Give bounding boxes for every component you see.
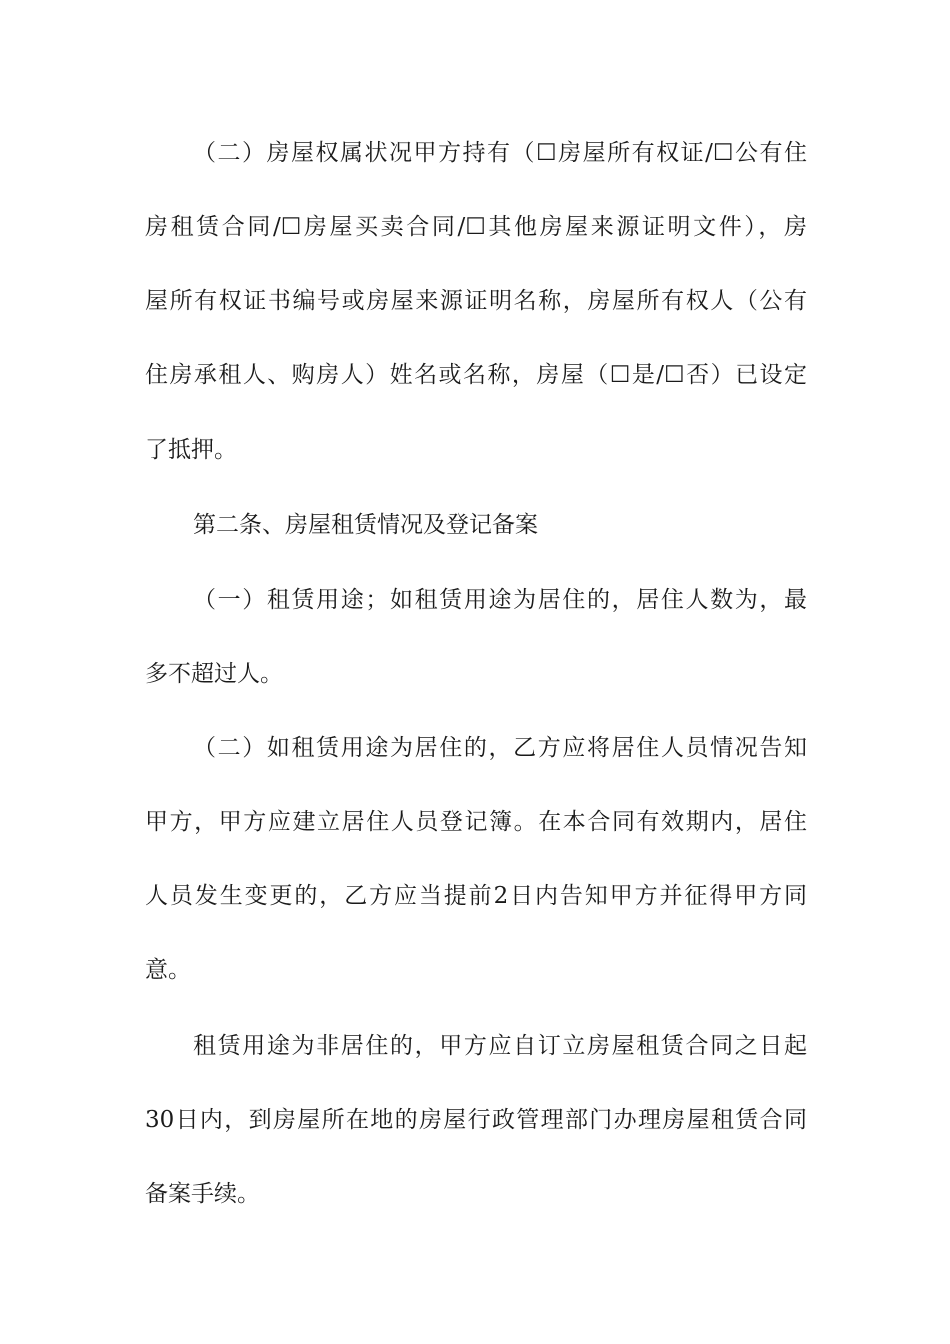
paragraph-line: 备案手续。 bbox=[145, 1181, 260, 1207]
paragraph-line: 甲方，甲方应建立居住人员登记簿。在本合同有效期内，居住 bbox=[145, 809, 807, 835]
paragraph-line: 意。 bbox=[145, 957, 191, 983]
paragraph-line: 房租赁合同/☐房屋买卖合同/☐其他房屋来源证明文件），房 bbox=[145, 214, 807, 240]
paragraph-line: 屋所有权证书编号或房屋来源证明名称，房屋所有权人（公有 bbox=[145, 288, 807, 314]
paragraph-line: 人员发生变更的，乙方应当提前2日内告知甲方并征得甲方同 bbox=[145, 883, 807, 909]
paragraph-line: 30日内，到房屋所在地的房屋行政管理部门办理房屋租赁合同 bbox=[145, 1107, 807, 1133]
paragraph-line: 租赁用途为非居住的，甲方应自订立房屋租赁合同之日起 bbox=[193, 1033, 807, 1059]
paragraph-line: 多不超过人。 bbox=[145, 661, 283, 687]
paragraph-line: （一）租赁用途；如租赁用途为居住的，居住人数为，最 bbox=[193, 587, 807, 613]
paragraph-line: （二）如租赁用途为居住的，乙方应将居住人员情况告知 bbox=[193, 735, 807, 761]
paragraph-line: （二）房屋权属状况甲方持有（☐房屋所有权证/☐公有住 bbox=[193, 140, 807, 166]
section-heading: 第二条、房屋租赁情况及登记备案 bbox=[193, 512, 538, 538]
paragraph-line: 住房承租人、购房人）姓名或名称，房屋（☐是/☐否）已设定 bbox=[145, 362, 807, 388]
paragraph-line: 了抵押。 bbox=[145, 437, 237, 463]
